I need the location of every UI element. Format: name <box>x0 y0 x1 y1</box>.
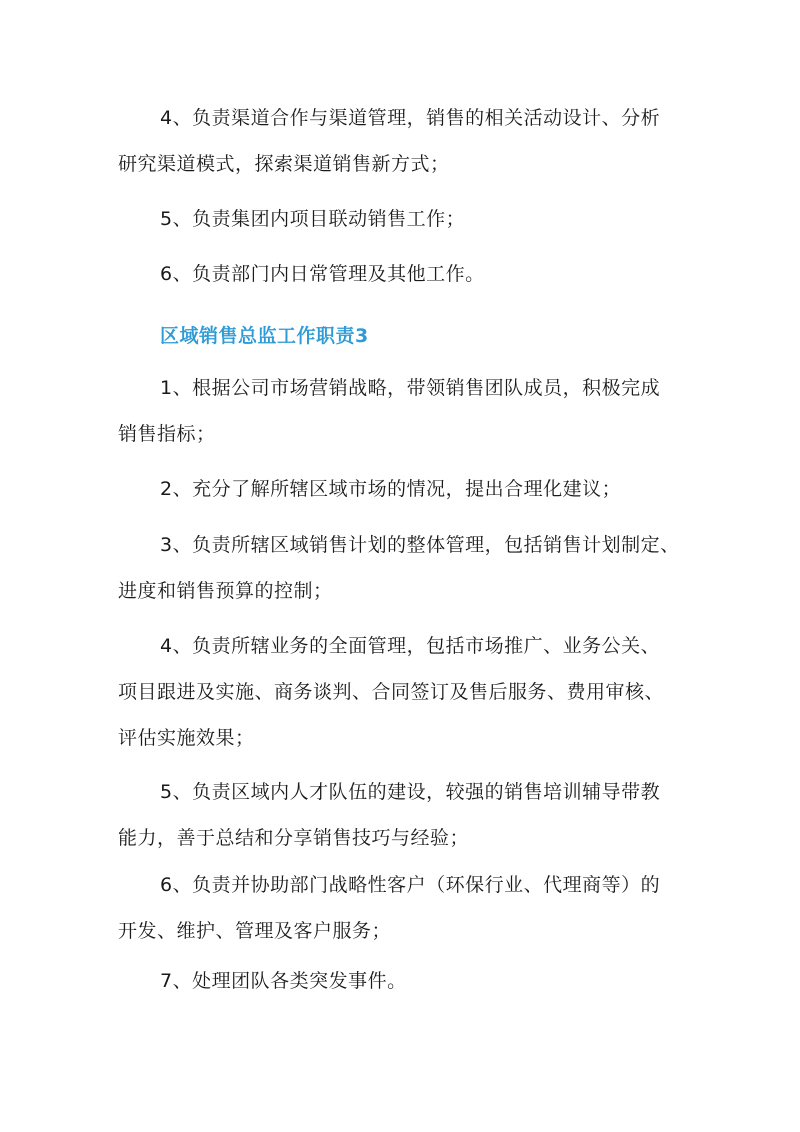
paragraph-line: 能力，善于总结和分享销售技巧与经验； <box>118 827 470 849</box>
paragraph-line: 项目跟进及实施、商务谈判、合同签订及售后服务、费用审核、 <box>118 681 665 703</box>
paragraph-line: 1、根据公司市场营销战略，带领销售团队成员，积极完成 <box>160 377 661 399</box>
paragraph-line: 4、负责渠道合作与渠道管理，销售的相关活动设计、分析 <box>160 107 661 129</box>
paragraph-line: 6、负责并协助部门战略性客户（环保行业、代理商等）的 <box>160 874 661 896</box>
paragraph-line: 评估实施效果； <box>118 727 255 749</box>
section-heading: 区域销售总监工作职责3 <box>160 325 369 347</box>
paragraph-item-3 <box>118 522 688 614</box>
paragraph-item-2 <box>118 466 688 512</box>
paragraph-item-6b <box>118 862 688 954</box>
paragraph-line: 研究渠道模式，探索渠道销售新方式； <box>118 153 450 175</box>
paragraph-line: 6、负责部门内日常管理及其他工作。 <box>160 263 485 285</box>
paragraph-line: 进度和销售预算的控制； <box>118 580 333 602</box>
paragraph-line: 5、负责区域内人才队伍的建设，较强的销售培训辅导带教 <box>160 781 661 803</box>
paragraph-line: 4、负责所辖业务的全面管理，包括市场推广、业务公关、 <box>160 635 661 657</box>
paragraph-line: 销售指标； <box>118 423 216 445</box>
paragraph-line: 2、充分了解所辖区域市场的情况，提出合理化建议； <box>160 478 622 500</box>
paragraph-line: 7、处理团队各类突发事件。 <box>160 970 407 992</box>
paragraph-item-4b <box>118 623 688 761</box>
paragraph-line: 5、负责集团内项目联动销售工作； <box>160 208 466 230</box>
paragraph-item-4 <box>118 95 688 187</box>
paragraph-item-6 <box>118 251 688 297</box>
paragraph-item-5b <box>118 769 688 861</box>
paragraph-item-1 <box>118 365 688 457</box>
paragraph-line: 3、负责所辖区域销售计划的整体管理，包括销售计划制定、 <box>160 534 680 556</box>
paragraph-item-5 <box>118 196 688 242</box>
paragraph-item-7b <box>118 958 688 1004</box>
paragraph-line: 开发、维护、管理及客户服务； <box>118 920 392 942</box>
